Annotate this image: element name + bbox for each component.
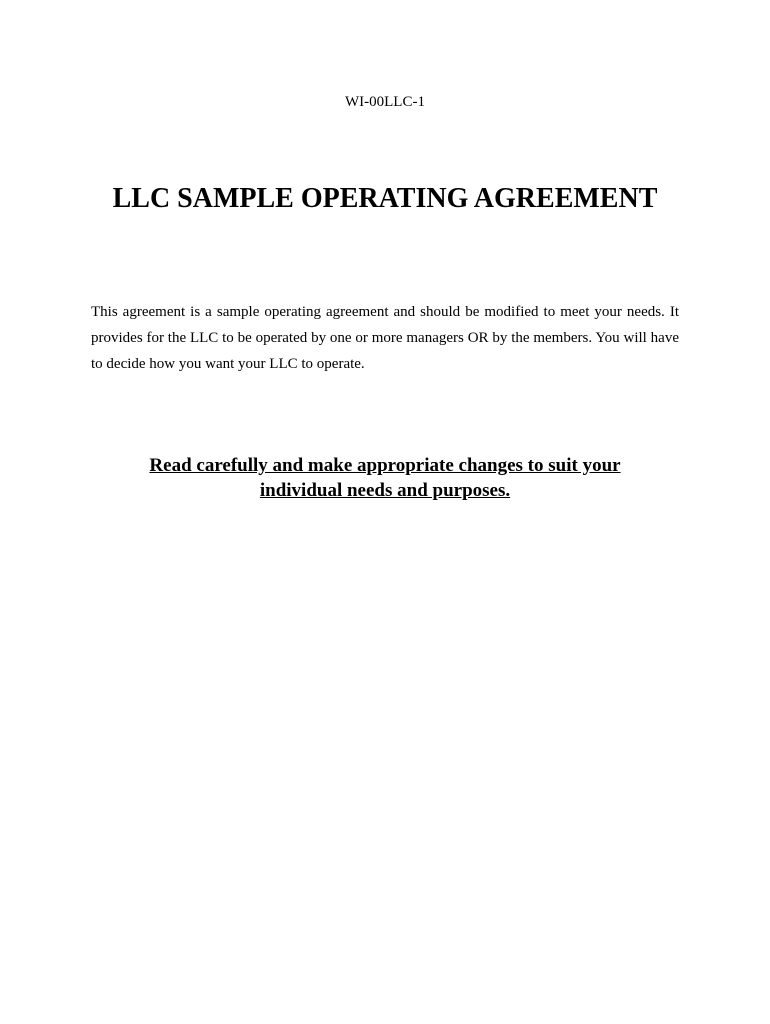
form-id: WI-00LLC-1 [345,94,425,110]
document-title: LLC SAMPLE OPERATING AGREEMENT [112,183,658,214]
instruction-notice: Read carefully and make appropriate changes to suit your individual needs and purposes. [149,455,621,501]
intro-paragraph: This agreement is a sample operating agreement and should be modified to meet your needs. It provides for the LLC to be operated by one or more managers OR by the members. You will have to decide how you want your LLC to operate. [91,304,679,372]
